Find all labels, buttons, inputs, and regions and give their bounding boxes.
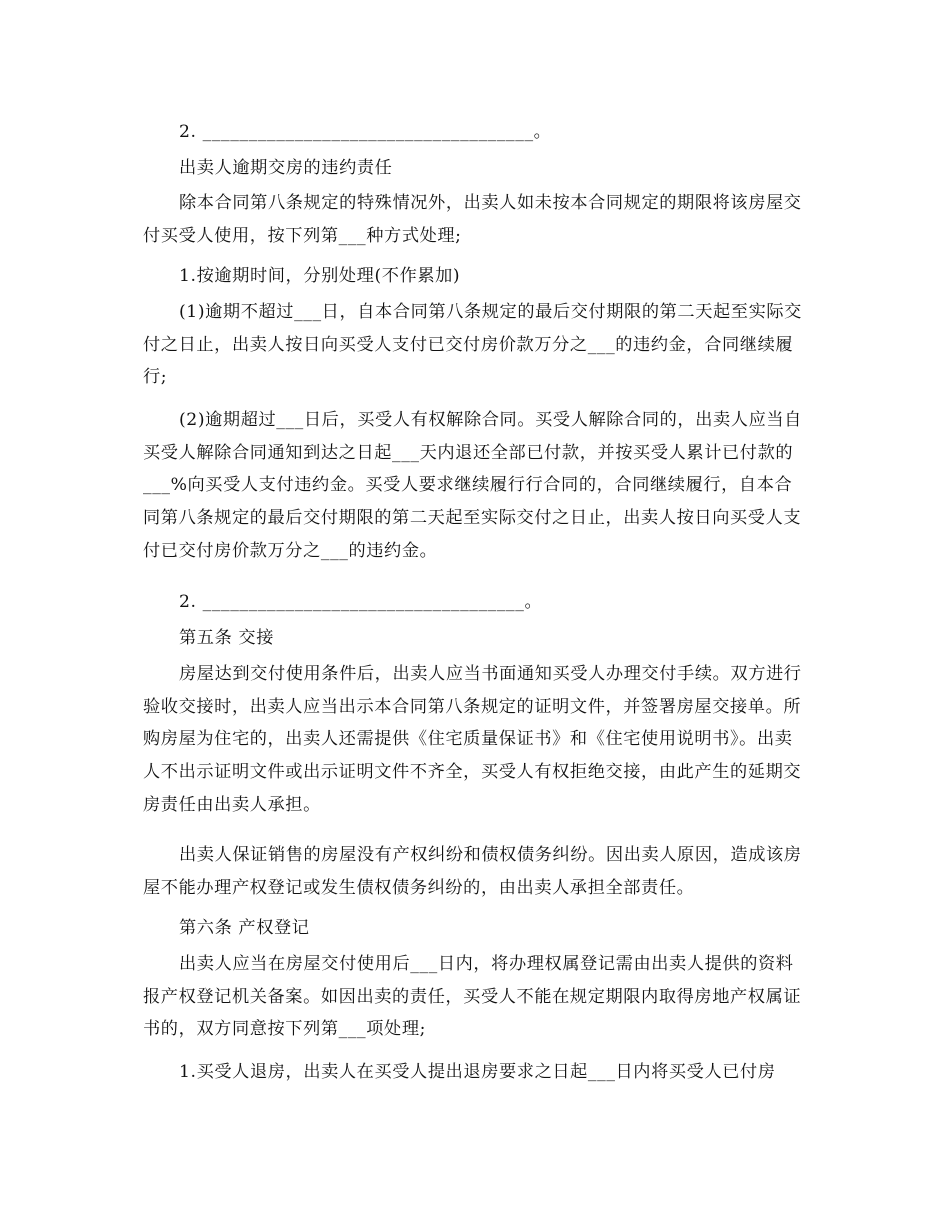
- paragraph-item-2-blank-second: 2. ___________________________________。: [179, 592, 543, 612]
- section-heading-late-delivery: 出卖人逾期交房的违约责任: [179, 158, 393, 178]
- paragraph-seller-guarantee: 出卖人保证销售的房屋没有产权纠纷和债权债务纠纷。因出卖人原因，造成该房屋不能办理产权登记或发生债权债务纠纷的，由出卖人承担全部责任。: [143, 845, 802, 898]
- paragraph-delay-exceeding: (2)逾期超过___日后，买受人有权解除合同。买受人解除合同的，出卖人应当自买受人解除合同通知到达之日起___天内退还全部已付款，并按买受人累计已付款的___%向买受人支付违约金。买受人要求继续履行行合同的，合同继续履行，自本合同第八条规定的最后交付期限的第二天起至实际交付之日止，出卖人按日向买受人支付已交付房价款万分之___的违约金。: [143, 410, 802, 561]
- paragraph-buyer-refund: 1.买受人退房，出卖人在买受人提出退房要求之日起___日内将买受人已付房: [179, 1062, 776, 1082]
- article-five-heading: 第五条 交接: [179, 628, 275, 648]
- paragraph-handling-by-delay: 1.按逾期时间，分别处理(不作累加): [179, 266, 461, 286]
- paragraph-late-delivery-intro: 除本合同第八条规定的特殊情况外，出卖人如未按本合同规定的期限将该房屋交付买受人使用，按下列第___种方式处理;: [143, 193, 802, 246]
- paragraph-delay-not-exceeding: (1)逾期不超过___日，自本合同第八条规定的最后交付期限的第二天起至实际交付之日止，出卖人按日向买受人支付已交付房价款万分之___的违约金，合同继续履行;: [143, 302, 802, 388]
- article-six-heading: 第六条 产权登记: [179, 918, 310, 938]
- paragraph-handover-procedure: 房屋达到交付使用条件后，出卖人应当书面通知买受人办理交付手续。双方进行验收交接时，出卖人应当出示本合同第八条规定的证明文件，并签署房屋交接单。所购房屋为住宅的，出卖人还需提供《住宅质量保证书》和《住宅使用说明书》。出卖人不出示证明文件或出示证明文件不齐全，买受人有权拒绝交接，由此产生的延期交房责任由出卖人承担。: [143, 664, 802, 815]
- paragraph-item-2-blank: 2. ____________________________________。: [179, 122, 552, 142]
- paragraph-title-registration: 出卖人应当在房屋交付使用后___日内，将办理权属登记需由出卖人提供的资料报产权登记机关备案。如因出卖的责任，买受人不能在规定期限内取得房地产权属证书的，双方同意按下列第___项处理;: [143, 954, 802, 1040]
